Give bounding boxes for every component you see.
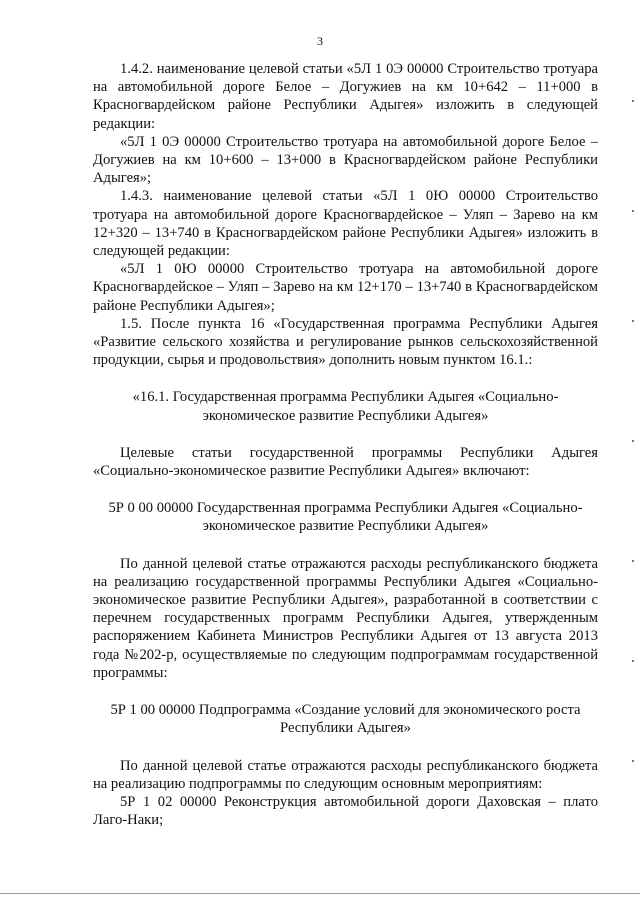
scan-bottom-edge (0, 893, 640, 894)
paragraph-1-4-2: 1.4.2. наименование целевой статьи «5Л 1 0Э 00000 Строительство тротуара на автомобильной дороге Белое – Догужиев на км 10+642 – 11+000 в Красногвардейском районе Республики Адыгея» изложить в следующей редакции: (93, 61, 598, 132)
page-number: 3 (317, 34, 323, 48)
paragraph-target-articles: Целевые статьи государственной программы Республики Адыгея «Социально-экономическое развитие Республики Адыгея» включают: (93, 444, 598, 480)
paragraph-1-5: 1.5. После пункта 16 «Государственная программа Республики Адыгея «Развитие сельского хозяйства и регулирование рынков сельскохозяйственной продукции, сырья и продовольствия» дополнить новым пунктом 16.1.: (93, 315, 598, 369)
paragraph-5r-1-02: 5Р 1 02 00000 Реконструкция автомобильной дороги Даховская – плато Лаго-Наки; (93, 793, 598, 829)
scan-edge-marks (626, 60, 634, 860)
heading-5r-0-00: 5Р 0 00 00000 Государственная программа Республики Адыгея «Социально-экономическое развитие Республики Адыгея» (108, 500, 583, 535)
heading-16-1: «16.1. Государственная программа Республики Адыгея «Социально-экономическое развитие Республики Адыгея» (132, 389, 559, 424)
document-body (93, 60, 598, 829)
heading-5r-1-00: 5Р 1 00 00000 Подпрограмма «Создание условий для экономического роста Республики Адыгея» (110, 702, 581, 737)
paragraph-new-wording-0yu: «5Л 1 0Ю 00000 Строительство тротуара на автомобильной дороге Красногвардейское – Уляп – Зарево на км 12+170 – 13+740 в Красногвардейском районе Республики Адыгея»; (93, 261, 598, 314)
paragraph-subprogram-expenses: По данной целевой статье отражаются расходы республиканского бюджета на реализацию подпрограммы по следующим основным мероприятиям: (93, 757, 598, 792)
paragraph-program-expenses: По данной целевой статье отражаются расходы республиканского бюджета на реализацию государственной программы Республики Адыгея «Социально-экономическое развитие Республики Адыгея», разработанной в соответствии с перечнем государственных программ Республики Адыгея, утвержденным распоряжением Кабинета Министров Республики Адыгея от 13 августа 2013 года №202-р, осуществляемые по следующим подпрограммам государственной программы: (93, 555, 598, 681)
paragraph-1-4-3: 1.4.3. наименование целевой статьи «5Л 1 0Ю 00000 Строительство тротуара на автомобильной дороге Красногвардейское – Уляп – Зарево на км 12+320 – 13+740 в Красногвардейском районе Республики Адыгея» изложить в следующей редакции: (93, 188, 598, 260)
paragraph-new-wording-0e: «5Л 1 0Э 00000 Строительство тротуара на автомобильной дороге Белое – Догужиев на км 10+600 – 13+000 в Красногвардейском районе Республики Адыгея»; (93, 133, 598, 187)
